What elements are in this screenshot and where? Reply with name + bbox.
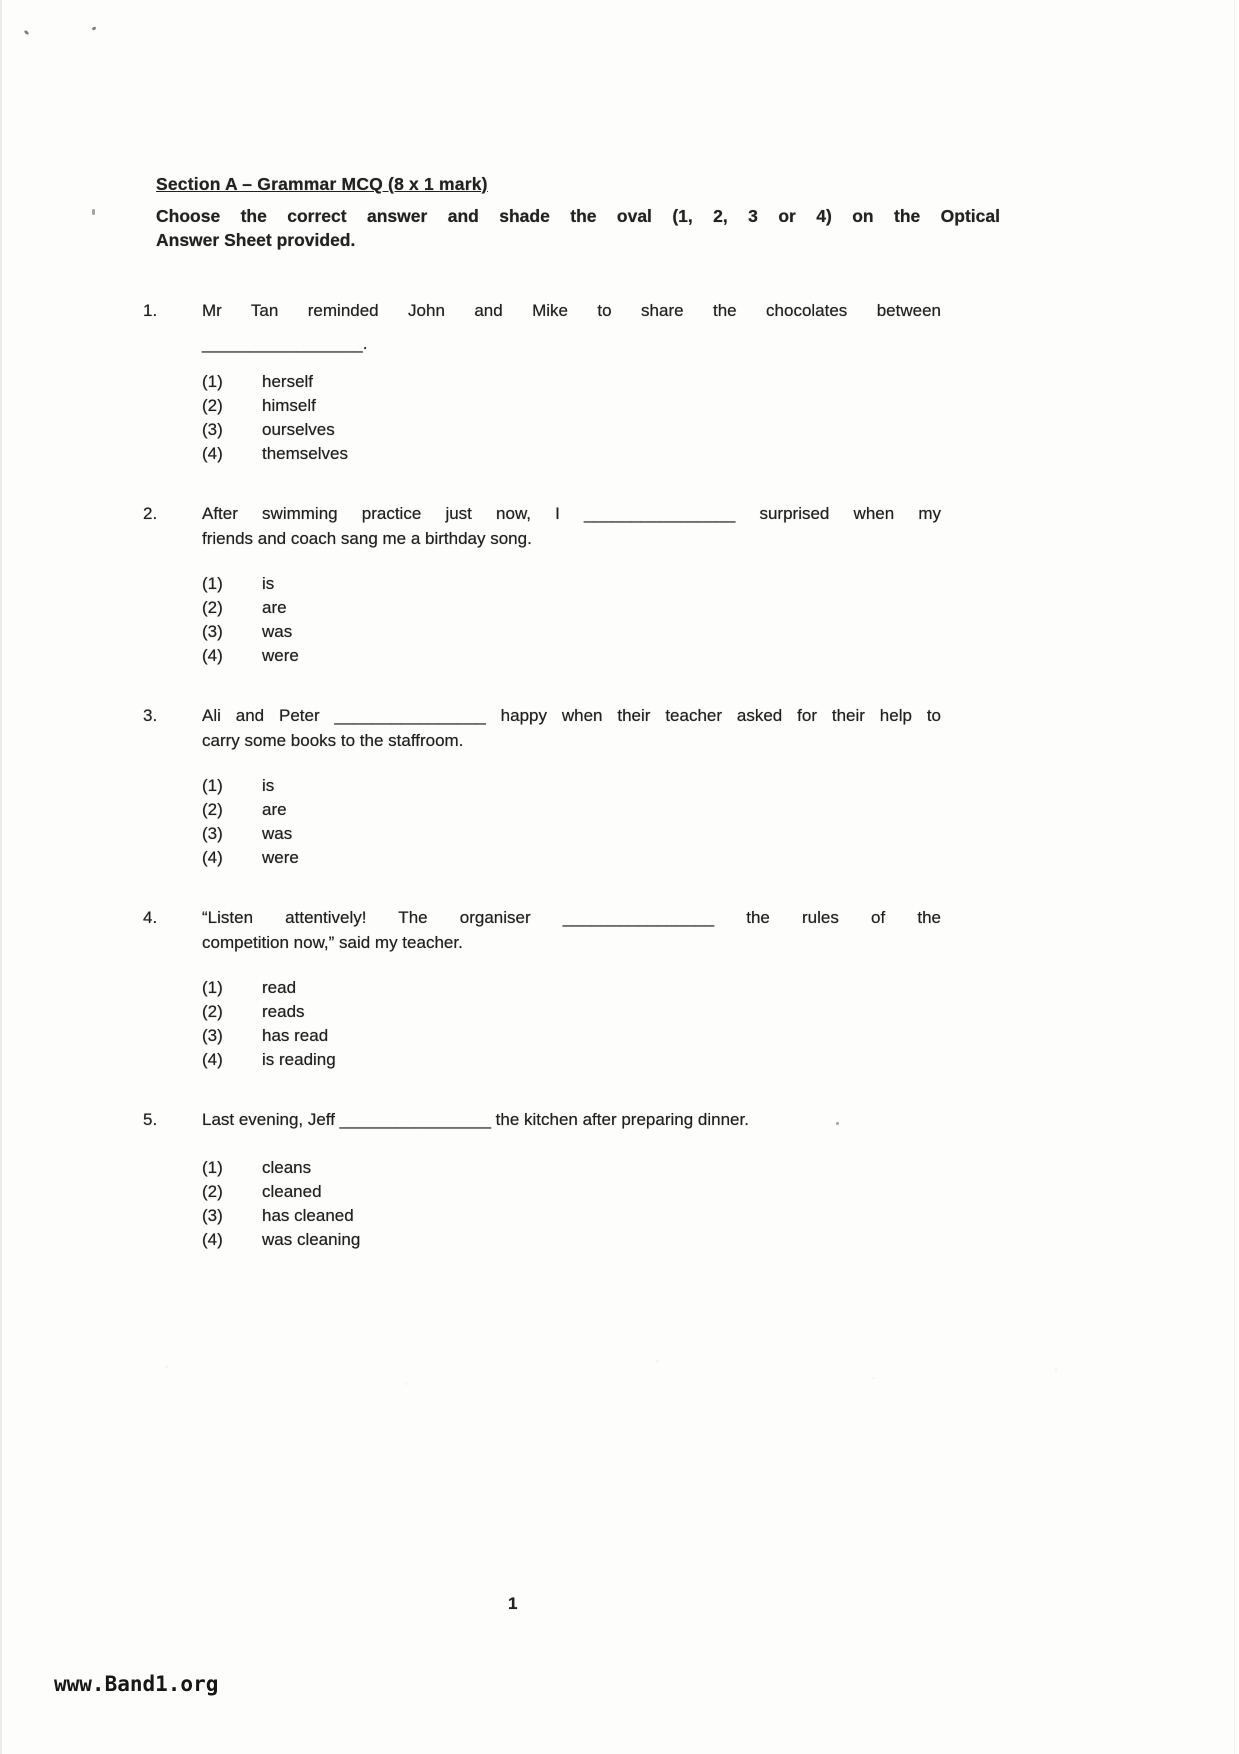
question-stem-line: Ali and Peter ________________ happy when their teacher asked for their help to	[202, 706, 941, 725]
instructions-line: Choose the correct answer and shade the oval (1, 2, 3 or 4) on the Optical	[156, 206, 1000, 226]
section-title: Section A – Grammar MCQ (8 x 1 mark)	[156, 174, 488, 194]
question-1	[143, 298, 1000, 466]
question-stem	[202, 298, 941, 466]
question-number: 2.	[143, 504, 158, 523]
option-text: is reading	[262, 1050, 336, 1069]
option-row	[202, 1024, 941, 1048]
question-stem	[202, 1107, 941, 1252]
scan-speck	[92, 209, 95, 215]
option-text: are	[262, 800, 287, 819]
option-text: are	[262, 598, 287, 617]
option-label: (1)	[202, 574, 223, 593]
option-label: (3)	[202, 622, 223, 641]
option-label: (2)	[202, 598, 223, 617]
options-list	[202, 572, 941, 668]
option-row	[202, 442, 941, 466]
option-label: (4)	[202, 1230, 223, 1249]
scan-noise	[30, 1345, 1170, 1400]
option-label: (2)	[202, 396, 223, 415]
watermark: www.Band1.org	[54, 1672, 219, 1696]
options-list	[202, 774, 941, 870]
option-text: themselves	[262, 444, 348, 463]
question-5	[143, 1107, 1000, 1252]
option-row	[202, 1180, 941, 1204]
scan-edge	[0, 0, 2, 1754]
option-row	[202, 1156, 941, 1180]
page-number: 1	[508, 1594, 518, 1613]
question-stem	[202, 905, 941, 1072]
option-label: (3)	[202, 1206, 223, 1225]
question-3	[143, 703, 1000, 870]
option-text: reads	[262, 1002, 305, 1021]
option-row	[202, 1048, 941, 1072]
question-stem	[202, 703, 941, 870]
option-row	[202, 394, 941, 418]
question-number: 1.	[143, 301, 158, 320]
option-text: was	[262, 622, 293, 641]
option-label: (3)	[202, 824, 223, 843]
option-label: (4)	[202, 646, 223, 665]
option-text: cleaned	[262, 1182, 322, 1201]
option-label: (1)	[202, 1158, 223, 1177]
option-row	[202, 846, 941, 870]
option-text: is	[262, 776, 275, 795]
option-label: (4)	[202, 848, 223, 867]
question-2	[143, 501, 1000, 668]
scan-speck	[92, 26, 97, 31]
option-text: ourselves	[262, 420, 335, 439]
question-stem-line: “Listen attentively! The organiser ________________ the rules of the	[202, 908, 941, 927]
option-text: himself	[262, 396, 316, 415]
options-list	[202, 370, 941, 466]
option-label: (4)	[202, 444, 223, 463]
question-stem-line: friends and coach sang me a birthday song.	[202, 529, 532, 548]
question-number: 5.	[143, 1110, 158, 1129]
question-stem-line: After swimming practice just now, I ________________ surprised when my	[202, 504, 941, 523]
question-number: 3.	[143, 706, 158, 725]
option-label: (2)	[202, 800, 223, 819]
content-column	[143, 172, 1000, 1252]
options-list	[202, 976, 941, 1072]
question-number: 4.	[143, 908, 158, 927]
options-list	[202, 1156, 941, 1252]
option-label: (2)	[202, 1182, 223, 1201]
option-text: herself	[262, 372, 314, 391]
option-row	[202, 418, 941, 442]
option-text: is	[262, 574, 275, 593]
option-text: were	[262, 848, 299, 867]
question-stem-line: competition now,” said my teacher.	[202, 933, 463, 952]
option-row	[202, 798, 941, 822]
option-row	[202, 1228, 941, 1252]
option-label: (4)	[202, 1050, 223, 1069]
option-label: (2)	[202, 1002, 223, 1021]
option-row	[202, 1204, 941, 1228]
instructions-line: Answer Sheet provided.	[156, 230, 356, 250]
option-text: cleans	[262, 1158, 312, 1177]
option-text: has read	[262, 1026, 329, 1045]
option-label: (1)	[202, 776, 223, 795]
question-stem-line: Last evening, Jeff ________________ the kitchen after preparing dinner.	[202, 1110, 749, 1129]
option-text: were	[262, 646, 299, 665]
option-row	[202, 774, 941, 798]
option-text: was	[262, 824, 293, 843]
question-stem	[202, 501, 941, 668]
option-row	[202, 976, 941, 1000]
scan-speck	[24, 30, 30, 36]
instructions	[156, 204, 1000, 252]
option-label: (3)	[202, 420, 223, 439]
option-row	[202, 620, 941, 644]
option-row	[202, 1000, 941, 1024]
question-stem-line: Mr Tan reminded John and Mike to share the chocolates between	[202, 301, 941, 320]
option-row	[202, 370, 941, 394]
option-row	[202, 596, 941, 620]
scan-edge	[1234, 0, 1235, 1754]
option-row	[202, 822, 941, 846]
option-text: read	[262, 978, 297, 997]
option-text: was cleaning	[262, 1230, 361, 1249]
option-label: (3)	[202, 1026, 223, 1045]
answer-blank: _________________.	[202, 334, 368, 353]
option-label: (1)	[202, 372, 223, 391]
option-label: (1)	[202, 978, 223, 997]
question-stem-line: carry some books to the staffroom.	[202, 731, 464, 750]
option-row	[202, 644, 941, 668]
option-text: has cleaned	[262, 1206, 354, 1225]
question-4	[143, 905, 1000, 1072]
option-row	[202, 572, 941, 596]
